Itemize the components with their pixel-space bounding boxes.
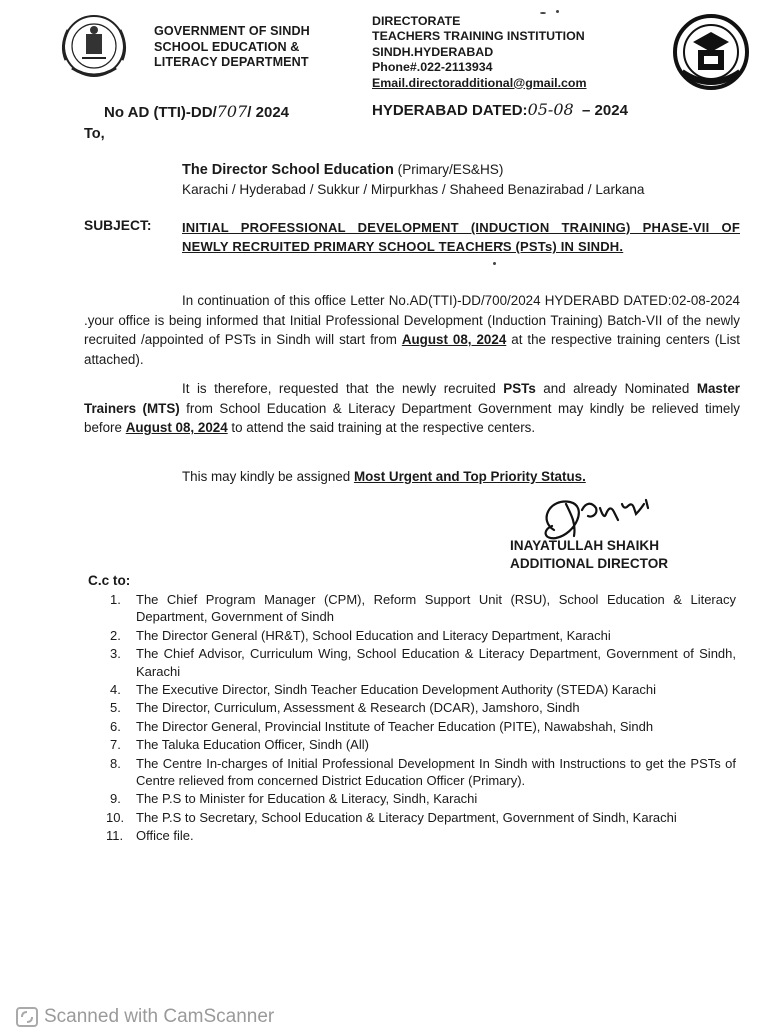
priority-status: Most Urgent and Top Priority Status. — [353, 469, 586, 484]
letter-date — [372, 100, 628, 119]
dir-line: TEACHERS TRAINING INSTITUTION — [372, 29, 585, 44]
government-department-heading — [154, 24, 310, 71]
dir-line: Phone#.022-2113934 — [372, 60, 493, 75]
p2-deadline-date: August 08, 2024 — [125, 420, 228, 436]
cc-item-text: The P.S to Secretary, School Education & Literacy Department, Government of Sindh, Karachi — [136, 809, 677, 825]
cc-item — [108, 755, 736, 790]
body-paragraph-3 — [84, 467, 740, 487]
cc-item — [108, 809, 736, 826]
subject-label: SUBJECT: — [84, 218, 152, 233]
cc-item-number: 3. — [110, 646, 121, 662]
camscanner-logo-icon — [16, 1007, 38, 1027]
p1-start-date: August 08, 2024 — [401, 332, 507, 348]
scan-speck — [493, 262, 496, 265]
cc-item-text: The Director General, Provincial Institute of Teacher Education (PITE), Nawabshah, Sindh — [136, 718, 654, 734]
cc-item-number: 5. — [110, 700, 121, 716]
cc-item-number: 7. — [110, 737, 121, 753]
cc-item-text: Office file. — [136, 828, 194, 844]
addressee-block — [182, 160, 644, 200]
cc-item-number: 10. — [106, 809, 125, 825]
cc-item — [108, 645, 736, 680]
cc-item-number: 11. — [106, 828, 124, 844]
cc-item-number: 6. — [110, 718, 121, 734]
scan-speck — [540, 12, 546, 14]
signatory-name: INAYATULLAH SHAIKH — [510, 538, 660, 553]
to-label: To, — [84, 126, 105, 142]
p2-text-2: and already Nominated — [535, 381, 697, 396]
cc-item — [108, 827, 736, 844]
ref-suffix: / 2024 — [247, 104, 290, 121]
cc-item-number: 8. — [110, 755, 121, 771]
email-address: Email.directoradditional@gmail.com — [372, 75, 587, 90]
signatory-block — [510, 537, 668, 573]
cc-item-text: The P.S to Minister for Education & Literacy, Sindh, Karachi — [136, 791, 478, 807]
p2-text: It is therefore, requested that the newly recruited — [182, 381, 504, 396]
signatory-title: ADDITIONAL DIRECTOR — [510, 556, 669, 571]
ref-prefix: No AD (TTI)-DD/ — [104, 104, 217, 121]
cc-item-text: The Director, Curriculum, Assessment & Research (DCAR), Jamshoro, Sindh — [136, 700, 580, 716]
addressee-qualifier: (Primary/ES&HS) — [393, 162, 504, 177]
gov-line: GOVERNMENT OF SINDH — [154, 24, 310, 38]
p1-text-end: at the respective training centers (List attached). — [84, 332, 740, 367]
dir-line: SINDH.HYDERABAD — [372, 44, 494, 59]
cc-item-text: The Chief Program Manager (CPM), Reform Support Unit (RSU), School Education & Literacy Department, Government of Sindh — [136, 592, 736, 625]
cc-item — [108, 591, 736, 626]
cc-label: C.c to: — [88, 573, 131, 588]
cc-item-text: The Director General (HR&T), School Education and Literacy Department, Karachi — [136, 627, 611, 643]
cc-item-text: The Executive Director, Sindh Teacher Education Development Authority (STEDA) Karachi — [136, 682, 657, 698]
cc-item — [108, 790, 736, 807]
cc-item-number: 9. — [110, 791, 121, 807]
dir-line: DIRECTORATE — [372, 14, 461, 28]
scanner-watermark — [16, 1006, 274, 1028]
cc-item-number: 2. — [110, 627, 121, 643]
cc-item — [108, 627, 736, 644]
scan-speck — [556, 10, 559, 13]
cc-item — [108, 718, 736, 735]
p3-text: This may kindly be assigned — [182, 469, 354, 484]
directorate-heading — [372, 14, 587, 91]
handwritten-date: 05-08 — [527, 100, 574, 119]
p2-text-end: to attend the said training at the respective centers. — [227, 420, 536, 436]
addressee-name: The Director School Education — [182, 162, 394, 178]
cc-item — [108, 736, 736, 753]
dated-label: HYDERABAD DATED: — [372, 102, 528, 119]
cc-item-text: The Centre In-charges of Initial Professional Development In Sindh with Instructions to get the PSTs of Centre relieved from concerned District Education Officer (Primary). — [136, 755, 736, 789]
p2-psts: PSTs — [503, 381, 536, 396]
date-year: – 2024 — [582, 102, 628, 119]
ref-handwritten-number: 707 — [216, 102, 248, 121]
p1-text: In continuation of this office Letter No.AD(TTI)-DD/700/2024 HYDERABD DATED:02-08-2024 .your office is being informed that Initial Professional Development (Induction Training) Batch-VII of the newly recruited /appointed of PSTs in Sindh will start from — [84, 293, 740, 348]
gov-line: LITERACY DEPARTMENT — [154, 55, 309, 69]
cc-item-number: 4. — [110, 682, 121, 698]
body-paragraph-2 — [84, 379, 740, 438]
cc-item — [108, 699, 736, 716]
cc-item-text: The Chief Advisor, Curriculum Wing, School Education & Literacy Department, Government of Sindh, Karachi — [136, 646, 736, 679]
cc-list — [108, 591, 736, 846]
reference-number — [104, 102, 289, 121]
p2-text-3: from School Education & Literacy Department Government may kindly be relieved timely before — [84, 400, 740, 436]
addressee-cities: Karachi / Hyderabad / Sukkur / Mirpurkhas / Shaheed Benazirabad / Larkana — [182, 182, 645, 197]
subject-text: INITIAL PROFESSIONAL DEVELOPMENT (INDUCTION TRAINING) PHASE-VII OF NEWLY RECRUITED PRIMARY SCHOOL TEACHERS (PSTs) IN SINDH. — [182, 220, 740, 254]
body-paragraph-1 — [84, 291, 740, 369]
cc-item-text: The Taluka Education Officer, Sindh (All) — [136, 737, 369, 753]
gov-line: SCHOOL EDUCATION & — [154, 39, 300, 54]
cc-item-number: 1. — [110, 592, 121, 607]
watermark-text: Scanned with CamScanner — [44, 1006, 275, 1027]
p2-master-trainers: Master Trainers (MTS) — [84, 381, 740, 416]
sindh-government-seal-icon — [54, 10, 136, 82]
teachers-training-institution-emblem-icon — [668, 12, 754, 92]
cc-item — [108, 681, 736, 698]
